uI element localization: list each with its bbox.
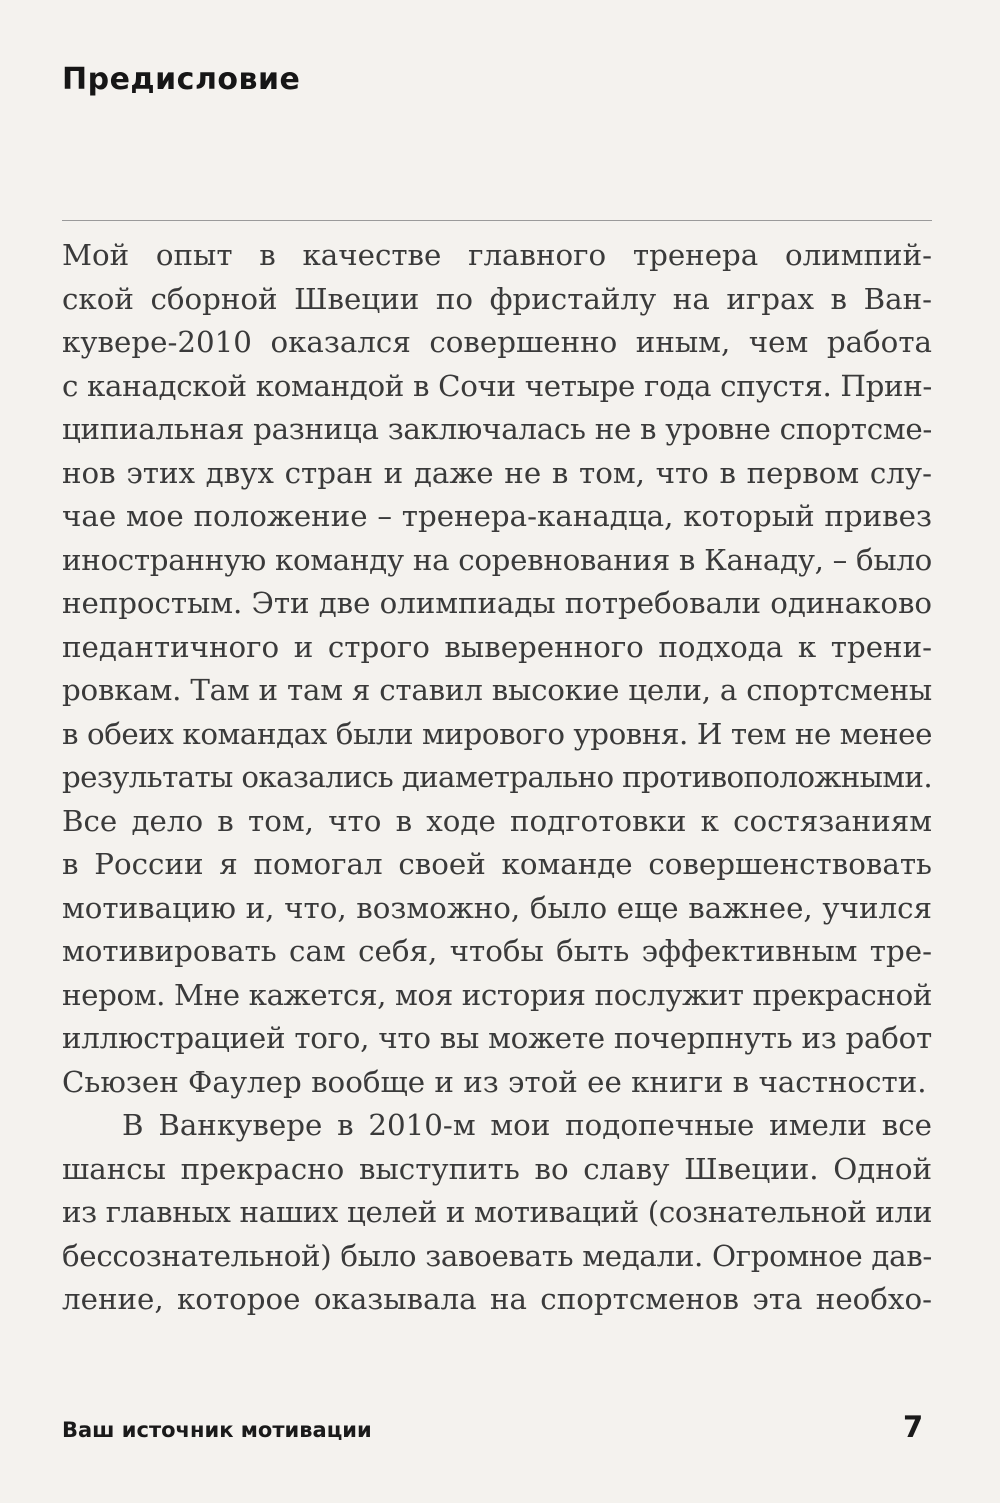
text-line: мотивировать сам себя, чтобы быть эффективным тре- [62,934,932,968]
text-line: Сьюзен Фаулер вообще и из этой ее книги в частности. [62,1064,927,1099]
body-text [62,234,932,1322]
text-line: нов этих двух стран и даже не в том, что в первом слу- [62,455,932,490]
text-line: шансы прекрасно выступить во славу Швеции. Одной [62,1151,932,1186]
text-line: В Ванкувере в 2010-м мои подопечные имели все [122,1108,932,1142]
text-line: мотивацию и, что, возможно, было еще важнее, учился [62,890,932,925]
text-line: с канадской командой в Сочи четыре года спустя. Прин- [62,368,932,403]
text-line: бессознательной) было завоевать медали. Огромное дав- [62,1238,932,1273]
text-line: иллюстрацией того, что вы можете почерпнуть из работ [62,1021,932,1055]
text-line: кувере-2010 оказался совершенно иным, чем работа [62,325,932,359]
text-line: нером. Мне кажется, моя история послужит прекрасной [62,977,932,1012]
page-number: 7 [903,1410,924,1444]
text-line: ципиальная разница заключалась не в уровне спортсме- [62,412,932,446]
title-divider [62,220,932,221]
text-line: в России я помогал своей команде совершенствовать [62,847,932,881]
text-line: иностранную команду на соревнования в Канаду, – было [62,542,932,577]
text-line: Все дело в том, что в ходе подготовки к состязаниям [62,803,932,838]
text-line: ление, которое оказывала на спортсменов эта необхо- [62,1282,932,1316]
text-line: ровкам. Там и там я ставил высокие цели, а спортсмены [62,673,932,707]
text-line: в обеих командах были мирового уровня. И тем не менее [62,716,932,751]
text-line: ской сборной Швеции по фристайлу на играх в Ван- [62,281,932,316]
text-line: результаты оказались диаметрально противоположными. [62,760,932,794]
text-line: чае мое положение – тренера-канадца, который привез [62,499,932,533]
footer-book-title: Ваш источник мотивации [62,1418,372,1442]
text-line: непростым. Эти две олимпиады потребовали одинаково [62,586,932,620]
page-title: Предисловие [62,62,301,97]
text-line: Мой опыт в качестве главного тренера олимпий- [62,238,932,272]
text-line: педантичного и строго выверенного подхода к трени- [62,629,932,664]
text-line: из главных наших целей и мотиваций (сознательной или [62,1195,932,1229]
